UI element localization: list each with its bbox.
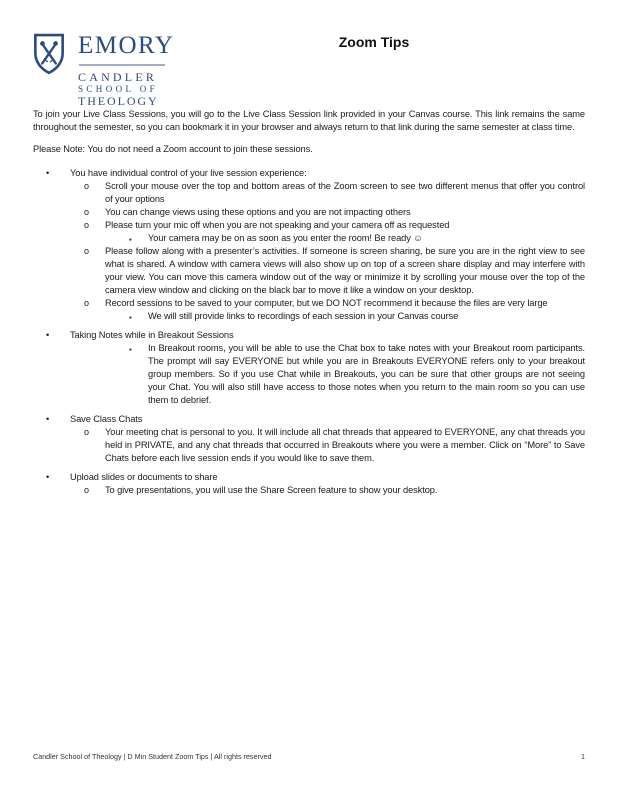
page-footer: [33, 752, 585, 761]
bullet-text: We will still provide links to recordings of each session in your Canvas course: [148, 311, 459, 321]
bullet-text: Record sessions to be saved to your computer, but we DO NOT recommend it because the files are very large: [105, 298, 548, 308]
bullet-marker: •: [46, 472, 50, 482]
bullet-marker: •: [46, 168, 50, 178]
bullet-text: Please turn your mic off when you are not speaking and your camera off as requested: [105, 220, 450, 230]
intro-paragraph: To join your Live Class Sessions, you will go to the Live Class Session link provided in your Canvas course. This link remains the same throughout the semester, so you can bookmark it in your browser and always return to that link during the same semester at class time.: [33, 109, 585, 132]
bullet-marker: o: [84, 220, 89, 230]
logo-wordmark: [78, 30, 174, 107]
document-body: [33, 108, 585, 497]
bullet-text: Upload slides or documents to share: [70, 472, 218, 482]
bullet-item: [84, 206, 585, 219]
bullet-marker: o: [84, 427, 89, 437]
bullet-list: [33, 167, 585, 497]
bullet-item: [84, 245, 585, 297]
footer-page-number: 1: [581, 752, 585, 761]
bullet-marker: o: [84, 298, 89, 308]
bullet-item: [46, 413, 585, 426]
bullet-text: Save Class Chats: [70, 414, 143, 424]
bullet-item: [84, 180, 585, 206]
bullet-marker: o: [84, 485, 89, 495]
bullet-text: To give presentations, you will use the Share Screen feature to show your desktop.: [105, 485, 438, 495]
bullet-text: Your meeting chat is personal to you. It will include all chat threads that appeared to EVERYONE, any chat threads you held in PRIVATE, and any chat threads that occurred in Breakouts where you were a member. Click on “More” to Save Chats before each live session ends if you would like to save them.: [105, 427, 585, 463]
page-title: Zoom Tips: [338, 34, 410, 50]
logo-brand-text: EMORY: [78, 32, 175, 59]
bullet-text: You can change views using these options and you are not impacting others: [105, 207, 411, 217]
bullet-marker: ▪: [129, 234, 132, 244]
logo-divider: [79, 64, 165, 66]
bullet-marker: o: [84, 181, 89, 191]
bullet-text: You have individual control of your live session experience:: [70, 168, 307, 178]
logo-school-line-1: CANDLER: [78, 70, 158, 84]
bullet-item: [46, 167, 585, 180]
bullet-marker: •: [46, 414, 50, 424]
note-paragraph: Please Note: You do not need a Zoom account to join these sessions.: [33, 144, 313, 154]
bullet-item: [129, 310, 585, 323]
bullet-item: [84, 219, 585, 232]
emory-candler-logo: [33, 30, 174, 107]
bullet-item: [46, 329, 585, 342]
bullet-text: Your camera may be on as soon as you enter the room! Be ready ☺: [148, 233, 423, 243]
bullet-item: [129, 342, 585, 407]
bullet-text: In Breakout rooms, you will be able to use the Chat box to take notes with your Breakout room participants. The prompt will say EVERYONE but while you are in Breakouts EVERYONE refers only to your breakout group members. So if you use Chat while in Breakouts, you can be sure that other groups are not seeing your Chat. You will also still have access to those notes when you return to the main room so you can use them to debrief.: [148, 343, 585, 405]
footer-text: Candler School of Theology | D Min Student Zoom Tips | All rights reserved: [33, 752, 272, 761]
logo-school-line-2: SCHOOL OF: [78, 84, 159, 94]
bullet-marker: ▪: [129, 344, 132, 354]
bullet-item: [84, 426, 585, 465]
bullet-item: [84, 484, 585, 497]
emory-shield-icon: [33, 33, 65, 75]
bullet-text: Scroll your mouse over the top and bottom areas of the Zoom screen to see two different menus that offer you control of your options: [105, 181, 585, 204]
bullet-text: Please follow along with a presenter’s activities. If someone is screen sharing, be sure you are in the right view to see what is shared. A window with camera views will also show up on top of a screen share display and may interfere with your view. You can move this camera window out of the way or minimize it by scrolling your mouse over the top of the camera view window and clicking on the black bar to move it like a window on your desktop.: [105, 246, 585, 295]
bullet-item: [84, 297, 585, 310]
bullet-item: [129, 232, 585, 245]
bullet-marker: •: [46, 330, 50, 340]
bullet-marker: o: [84, 246, 89, 256]
bullet-text: Taking Notes while in Breakout Sessions: [70, 330, 234, 340]
bullet-marker: o: [84, 207, 89, 217]
bullet-marker: ▪: [129, 312, 132, 322]
logo-school-line-3: THEOLOGY: [78, 94, 159, 108]
bullet-item: [46, 471, 585, 484]
